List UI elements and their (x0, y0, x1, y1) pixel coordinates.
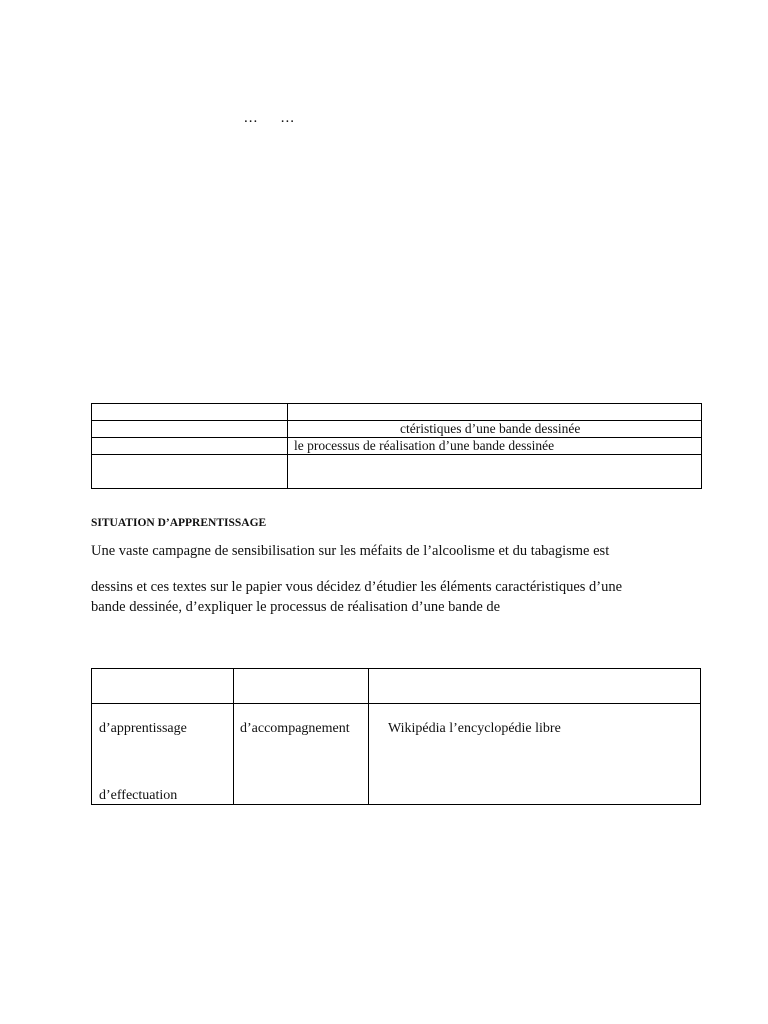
table-row (92, 704, 701, 805)
ellipsis-2: ... (280, 110, 295, 126)
source-label: Wikipédia l’encyclopédie libre (388, 721, 561, 736)
table-cell (92, 421, 288, 438)
ellipsis-1: ... (244, 110, 259, 126)
paragraph-line: dessins et ces textes sur le papier vous décidez d’étudier les éléments caractéristiques d’une (91, 579, 623, 595)
execution-technique-label: d’effectuation (99, 788, 178, 803)
table-row (92, 404, 702, 421)
learning-technique-label: d’apprentissage (99, 721, 187, 736)
table-header-cell (92, 669, 234, 704)
situation-paragraph-2 (91, 577, 691, 617)
table-header-cell (234, 669, 369, 704)
table-cell (92, 404, 288, 421)
paragraph-line: bande dessinée, d’expliquer le processus de réalisation d’une bande de (91, 599, 501, 615)
situation-heading: SITUATION D’APPRENTISSAGE (91, 517, 267, 529)
table-cell (92, 704, 234, 805)
support-label: d’accompagnement (240, 721, 350, 736)
table-row (92, 438, 702, 455)
objective-characteristics: ctéristiques d’une bande dessinée (288, 421, 702, 438)
table-row (92, 421, 702, 438)
top-ellipsis (244, 110, 313, 127)
table-cell (234, 704, 369, 805)
methods-table (91, 668, 701, 805)
table-cell (92, 455, 288, 489)
table-cell (369, 704, 701, 805)
objective-process: le processus de réalisation d’une bande dessinée (288, 438, 702, 455)
table-row (92, 455, 702, 489)
table-cell (288, 404, 702, 421)
table-cell (92, 438, 288, 455)
situation-paragraph-1: Une vaste campagne de sensibilisation sur les méfaits de l’alcoolisme et du tabagisme est (91, 543, 610, 559)
table-cell (288, 455, 702, 489)
objectives-table (91, 403, 702, 489)
table-header-row (92, 669, 701, 704)
table-header-cell (369, 669, 701, 704)
